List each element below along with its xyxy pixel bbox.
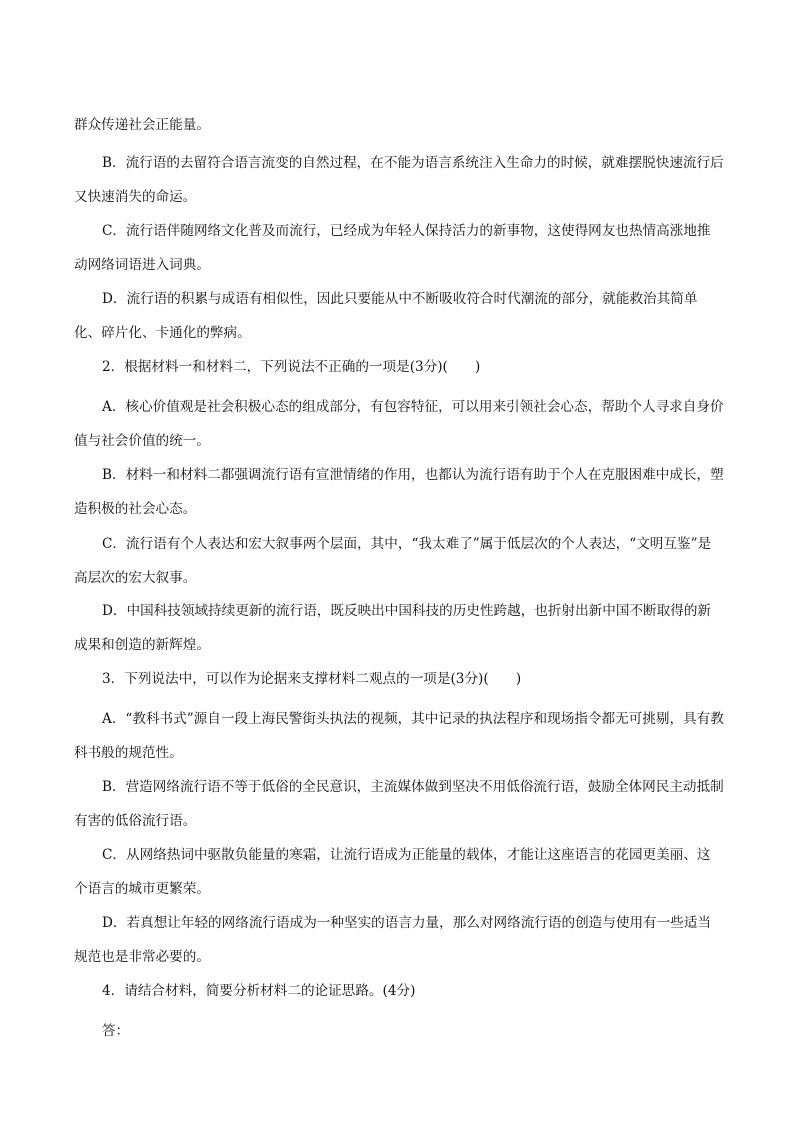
q2-option-d: D．中国科技领域持续更新的流行语，既反映出中国科技的历史性跨越，也折射出新中国不断取得的新成果和创造的新辉煌。	[74, 603, 712, 653]
q3-option-a: A．“教科书式”源自一段上海民警街头执法的视频，其中记录的执法程序和现场指令都无可挑剔，具有教科书般的规范性。	[74, 711, 724, 761]
q3-option-b: B．营造网络流行语不等于低俗的全民意识，主流媒体做到坚决不用低俗流行语，鼓励全体网民主动抵制有害的低俗流行语。	[74, 779, 724, 829]
q2-option-a: A．核心价值观是社会积极心态的组成部分，有包容特征，可以用来引领社会心态，帮助个人寻求自身价值与社会价值的统一。	[74, 399, 724, 449]
q1-option-c: C．流行语伴随网络文化普及而流行，已经成为年轻人保持活力的新事物，这使得网友也热情高涨地推动网络词语进入词典。	[74, 223, 711, 273]
question-2-stem: 2．根据材料一和材料二，下列说法不正确的一项是(3分)( )	[102, 359, 481, 375]
answer-label: 答：	[102, 1023, 130, 1039]
question-3-stem: 3．下列说法中，可以作为论据来支撑材料二观点的一项是(3分)( )	[102, 671, 522, 687]
q1-option-b: B．流行语的去留符合语言流变的自然过程，在不能为语言系统注入生命力的时候，就难摆脱快速流行后又快速消失的命运。	[74, 155, 724, 205]
continuation-text: 群众传递社会正能量。	[74, 117, 210, 133]
q2-option-c: C．流行语有个人表达和宏大叙事两个层面，其中，“我太难了”属于低层次的个人表达，“文明互鉴”是高层次的宏大叙事。	[74, 536, 712, 586]
question-4-stem: 4．请结合材料，简要分析材料二的论证思路。(4分)	[102, 983, 416, 999]
q3-option-d: D．若真想让年轻的网络流行语成为一种坚实的语言力量，那么对网络流行语的创造与使用有一些适当规范也是非常必要的。	[74, 915, 712, 965]
q1-option-d: D．流行语的积累与成语有相似性，因此只要能从中不断吸收符合时代潮流的部分，就能救治其简单化、碎片化、卡通化的弊病。	[74, 291, 698, 341]
q3-option-c: C．从网络热词中驱散负能量的寒霜，让流行语成为正能量的载体，才能让这座语言的花园更美丽、这个语言的城市更繁荣。	[74, 847, 711, 897]
q2-option-b: B．材料一和材料二都强调流行语有宣泄情绪的作用，也都认为流行语有助于个人在克服困难中成长，塑造积极的社会心态。	[74, 467, 724, 517]
